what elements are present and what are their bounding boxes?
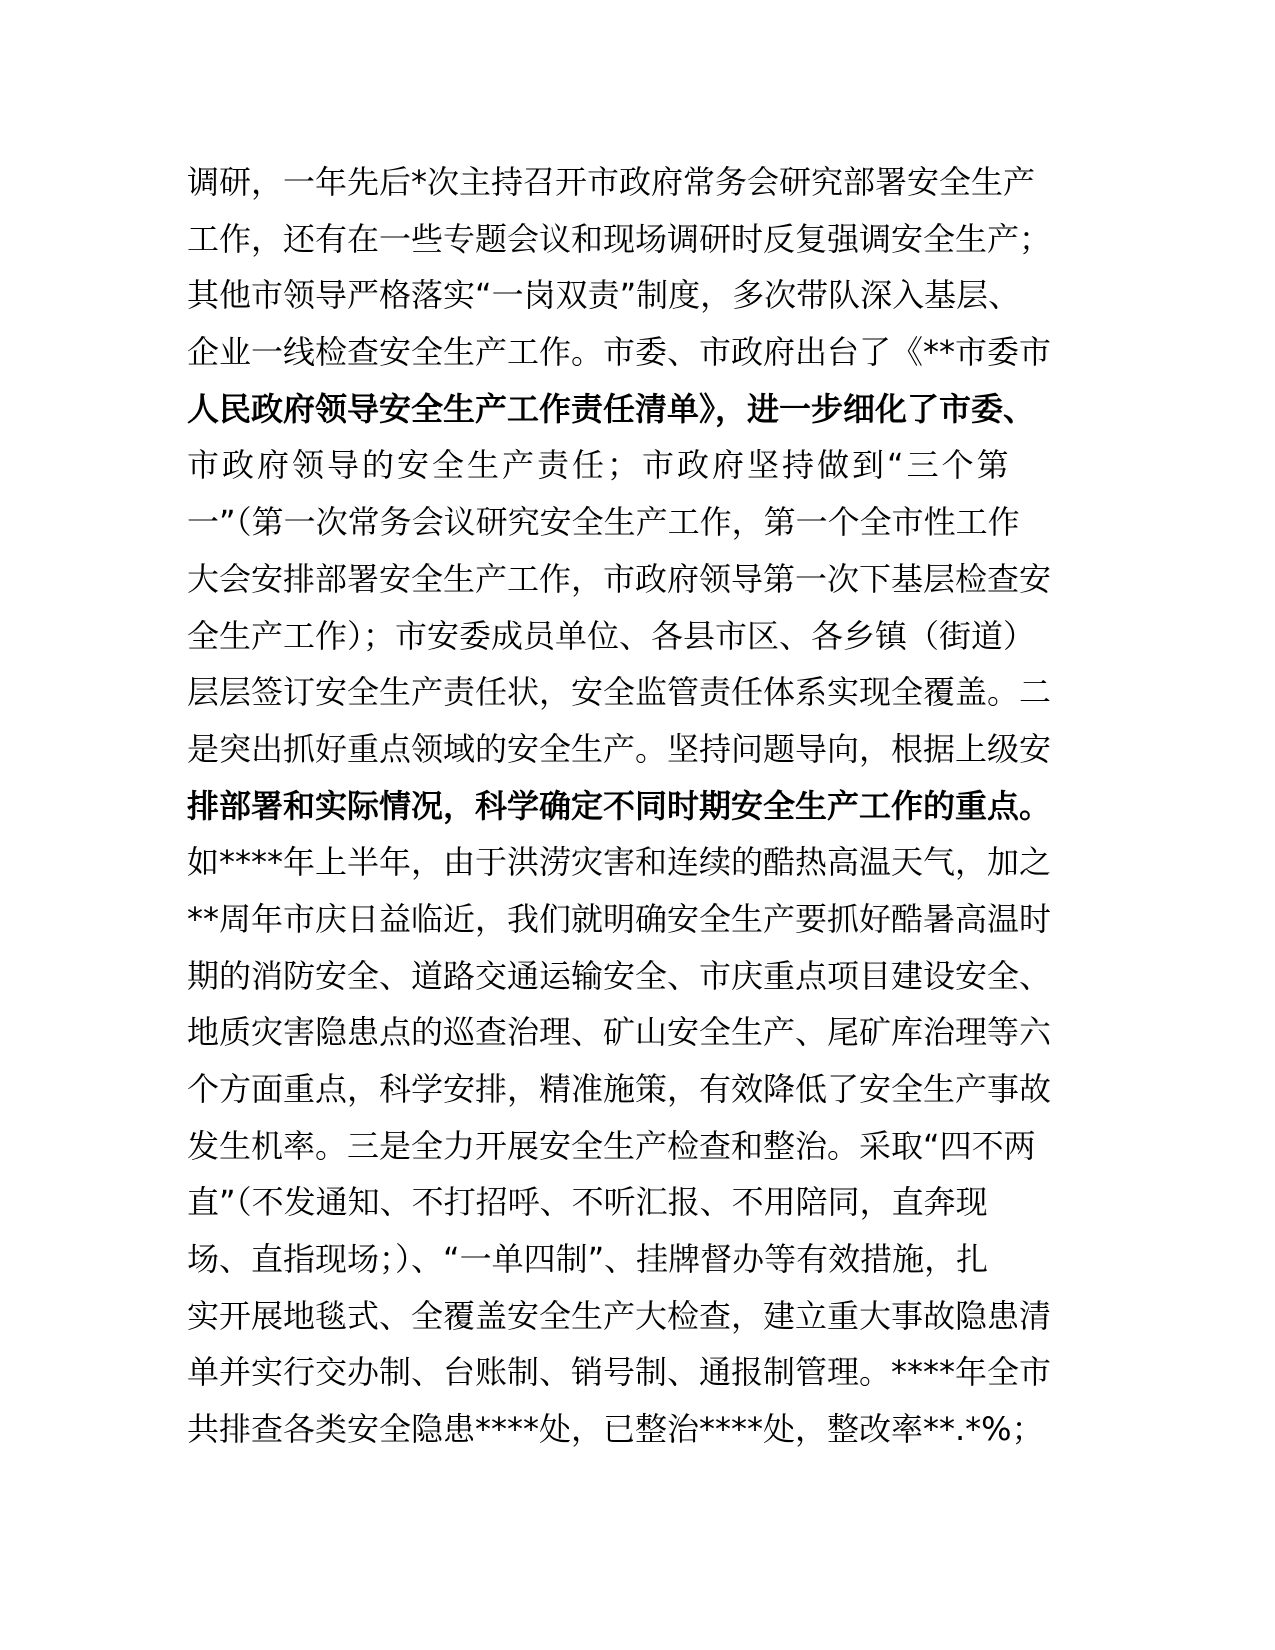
text-line: **周年市庆日益临近，我们就明确安全生产要抓好酷暑高温时 (187, 899, 1052, 938)
text-line: 单并实行交办制、台账制、销号制、通报制管理。****年全市 (187, 1353, 1052, 1392)
text-line: 发生机率。三是全力开展安全生产检查和整治。采取“四不两 (187, 1126, 1036, 1165)
text-line: 市政府领导的安全生产责任；市政府坚持做到“三个第 (187, 446, 1012, 485)
text-line: 排部署和实际情况，科学确定不同时期安全生产工作的重点。 (187, 786, 1052, 825)
text-line: 是突出抓好重点领域的安全生产。坚持问题导向，根据上级安 (187, 729, 1052, 768)
text-line: 一”（第一次常务会议研究安全生产工作，第一个全市性工作 (187, 503, 1020, 542)
text-line: 共排查各类安全隐患****处，已整治****处，整改率**.*%； (187, 1410, 1044, 1449)
text-line: 层层签订安全生产责任状，安全监管责任体系实现全覆盖。二 (187, 673, 1052, 712)
text-line: 期的消防安全、道路交通运输安全、市庆重点项目建设安全、 (187, 956, 1052, 995)
text-line: 全生产工作）；市安委成员单位、各县市区、各乡镇（街道） (187, 616, 1036, 655)
text-line: 地质灾害隐患点的巡查治理、矿山安全生产、尾矿库治理等六 (187, 1013, 1052, 1052)
text-line: 个方面重点，科学安排，精准施策，有效降低了安全生产事故 (187, 1070, 1052, 1108)
text-line: 工作，还有在一些专题会议和现场调研时反复强调安全生产； (187, 219, 1052, 258)
text-line: 其他市领导严格落实“一岗双责”制度，多次带队深入基层、 (187, 276, 1021, 315)
text-line: 企业一线检查安全生产工作。市委、市政府出台了《**市委市 (187, 333, 1052, 372)
text-line: 如****年上半年，由于洪涝灾害和连续的酷热高温天气，加之 (187, 843, 1052, 882)
text-line: 调研，一年先后*次主持召开市政府常务会研究部署安全生产 (187, 163, 1036, 201)
text-line: 实开展地毯式、全覆盖安全生产大检查，建立重大事故隐患清 (187, 1296, 1052, 1335)
text-line: 直”（不发通知、不打招呼、不听汇报、不用陪同，直奔现 (187, 1183, 988, 1222)
text-line: 大会安排部署安全生产工作，市政府领导第一次下基层检查安 (187, 559, 1052, 598)
body-text (187, 154, 1087, 1458)
text-line: 人民政府领导安全生产工作责任清单》，进一步细化了市委、 (187, 389, 1036, 428)
text-line: 场、直指现场；）、“一单四制”、挂牌督办等有效措施，扎 (187, 1240, 989, 1279)
